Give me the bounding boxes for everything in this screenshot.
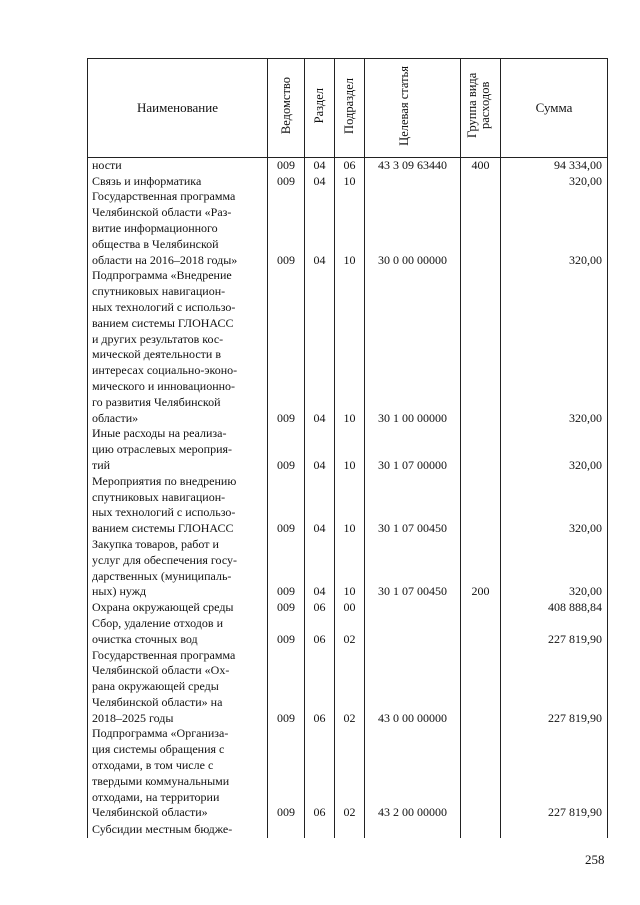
header-subsection <box>335 59 365 158</box>
cell-expense-group <box>461 821 501 838</box>
cell-section: 06 <box>305 726 335 821</box>
cell-expense-group <box>461 616 501 648</box>
table-body <box>88 157 608 838</box>
cell-expense-group <box>461 726 501 821</box>
cell-target-article: 30 0 00 00000 <box>365 189 461 268</box>
table-row <box>88 600 608 616</box>
header-subsection-label: Подраздел <box>342 77 356 134</box>
table-row <box>88 537 608 600</box>
header-ministry-label: Ведомство <box>278 76 293 135</box>
header-section <box>305 59 335 158</box>
cell-ministry: 009 <box>268 616 305 648</box>
cell-target-article: 30 1 07 00450 <box>365 474 461 537</box>
cell-name: Иные расходы на реализа- цию отраслевых мероприя- тий <box>88 426 268 473</box>
cell-name: Связь и информатика <box>88 174 268 190</box>
cell-name: Субсидии местным бюдже- <box>88 821 268 838</box>
cell-sum: 320,00 <box>501 426 608 473</box>
cell-subsection: 00 <box>335 600 365 616</box>
cell-name: Мероприятия по внедрению спутниковых навигацион- ных технологий с использо- ванием системы ГЛОНАСС <box>88 474 268 537</box>
cell-section: 04 <box>305 157 335 173</box>
header-row <box>88 59 608 158</box>
header-ministry <box>268 59 305 158</box>
cell-target-article: 30 1 07 00450 <box>365 537 461 600</box>
table-row <box>88 268 608 426</box>
header-target-article <box>365 59 461 158</box>
cell-target-article: 43 3 09 63440 <box>365 157 461 173</box>
cell-expense-group <box>461 174 501 190</box>
cell-name: Подпрограмма «Внедрение спутниковых навигацион- ных технологий с использо- ванием системы ГЛОНАСС и других результатов кос- мической деятельности в интересах социально-эконо- мического и инновационно- го развития Челябинской области» <box>88 268 268 426</box>
cell-target-article <box>365 600 461 616</box>
cell-section: 04 <box>305 189 335 268</box>
cell-expense-group: 400 <box>461 157 501 173</box>
cell-expense-group: 200 <box>461 537 501 600</box>
budget-table <box>87 58 608 838</box>
cell-ministry: 009 <box>268 157 305 173</box>
header-expense-group <box>461 59 501 158</box>
cell-ministry: 009 <box>268 426 305 473</box>
cell-ministry: 009 <box>268 174 305 190</box>
cell-sum: 320,00 <box>501 474 608 537</box>
table-row <box>88 616 608 648</box>
cell-section: 04 <box>305 174 335 190</box>
cell-ministry: 009 <box>268 600 305 616</box>
cell-ministry: 009 <box>268 726 305 821</box>
cell-subsection <box>335 821 365 838</box>
cell-section: 04 <box>305 537 335 600</box>
cell-name: Закупка товаров, работ и услуг для обеспечения госу- дарственных (муниципаль- ных) нужд <box>88 537 268 600</box>
cell-subsection: 02 <box>335 648 365 727</box>
cell-ministry: 009 <box>268 474 305 537</box>
cell-section: 06 <box>305 648 335 727</box>
cell-expense-group <box>461 474 501 537</box>
header-section-label: Раздел <box>312 87 326 124</box>
table-row <box>88 426 608 473</box>
cell-sum: 227 819,90 <box>501 648 608 727</box>
cell-expense-group <box>461 189 501 268</box>
page-number: 258 <box>585 852 605 867</box>
table-row <box>88 648 608 727</box>
cell-target-article <box>365 616 461 648</box>
cell-subsection: 10 <box>335 189 365 268</box>
table-row <box>88 174 608 190</box>
cell-section: 04 <box>305 474 335 537</box>
cell-target-article: 43 0 00 00000 <box>365 648 461 727</box>
cell-ministry: 009 <box>268 268 305 426</box>
cell-subsection: 10 <box>335 426 365 473</box>
header-name: Наименование <box>88 59 268 158</box>
cell-ministry <box>268 821 305 838</box>
cell-ministry: 009 <box>268 537 305 600</box>
cell-subsection: 10 <box>335 537 365 600</box>
cell-sum: 320,00 <box>501 268 608 426</box>
cell-expense-group <box>461 268 501 426</box>
cell-ministry: 009 <box>268 189 305 268</box>
cell-sum: 227 819,90 <box>501 616 608 648</box>
cell-subsection: 10 <box>335 474 365 537</box>
cell-expense-group <box>461 426 501 473</box>
cell-name: Государственная программа Челябинской области «Раз- витие информационного общества в Челябинской области на 2016–2018 годы» <box>88 189 268 268</box>
cell-subsection: 10 <box>335 174 365 190</box>
table-row <box>88 189 608 268</box>
cell-section: 06 <box>305 600 335 616</box>
table-row <box>88 474 608 537</box>
header-expense-group-label: Группа вида расходов <box>464 72 492 139</box>
cell-subsection: 02 <box>335 616 365 648</box>
cell-sum: 320,00 <box>501 174 608 190</box>
cell-subsection: 06 <box>335 157 365 173</box>
cell-sum <box>501 821 608 838</box>
cell-sum: 94 334,00 <box>501 157 608 173</box>
cell-target-article: 43 2 00 00000 <box>365 726 461 821</box>
table-row <box>88 726 608 821</box>
header-target-article-label: Целевая статья <box>396 65 411 146</box>
cell-name: Подпрограмма «Организа- ция системы обращения с отходами, в том числе с твердыми коммунальными отходами, на территории Челябинской области» <box>88 726 268 821</box>
cell-name: Государственная программа Челябинской области «Ох- рана окружающей среды Челябинской области» на 2018–2025 годы <box>88 648 268 727</box>
table-row <box>88 821 608 838</box>
cell-sum: 227 819,90 <box>501 726 608 821</box>
cell-sum: 408 888,84 <box>501 600 608 616</box>
cell-sum: 320,00 <box>501 189 608 268</box>
cell-sum: 320,00 <box>501 537 608 600</box>
cell-name: Сбор, удаление отходов и очистка сточных вод <box>88 616 268 648</box>
cell-section: 06 <box>305 616 335 648</box>
cell-target-article <box>365 821 461 838</box>
cell-name: ности <box>88 157 268 173</box>
cell-ministry: 009 <box>268 648 305 727</box>
cell-section <box>305 821 335 838</box>
cell-expense-group <box>461 648 501 727</box>
cell-subsection: 02 <box>335 726 365 821</box>
cell-name: Охрана окружающей среды <box>88 600 268 616</box>
cell-target-article: 30 1 07 00000 <box>365 426 461 473</box>
cell-expense-group <box>461 600 501 616</box>
cell-target-article: 30 1 00 00000 <box>365 268 461 426</box>
cell-target-article <box>365 174 461 190</box>
cell-section: 04 <box>305 426 335 473</box>
table-row <box>88 157 608 173</box>
cell-section: 04 <box>305 268 335 426</box>
header-sum: Сумма <box>501 59 608 158</box>
cell-subsection: 10 <box>335 268 365 426</box>
